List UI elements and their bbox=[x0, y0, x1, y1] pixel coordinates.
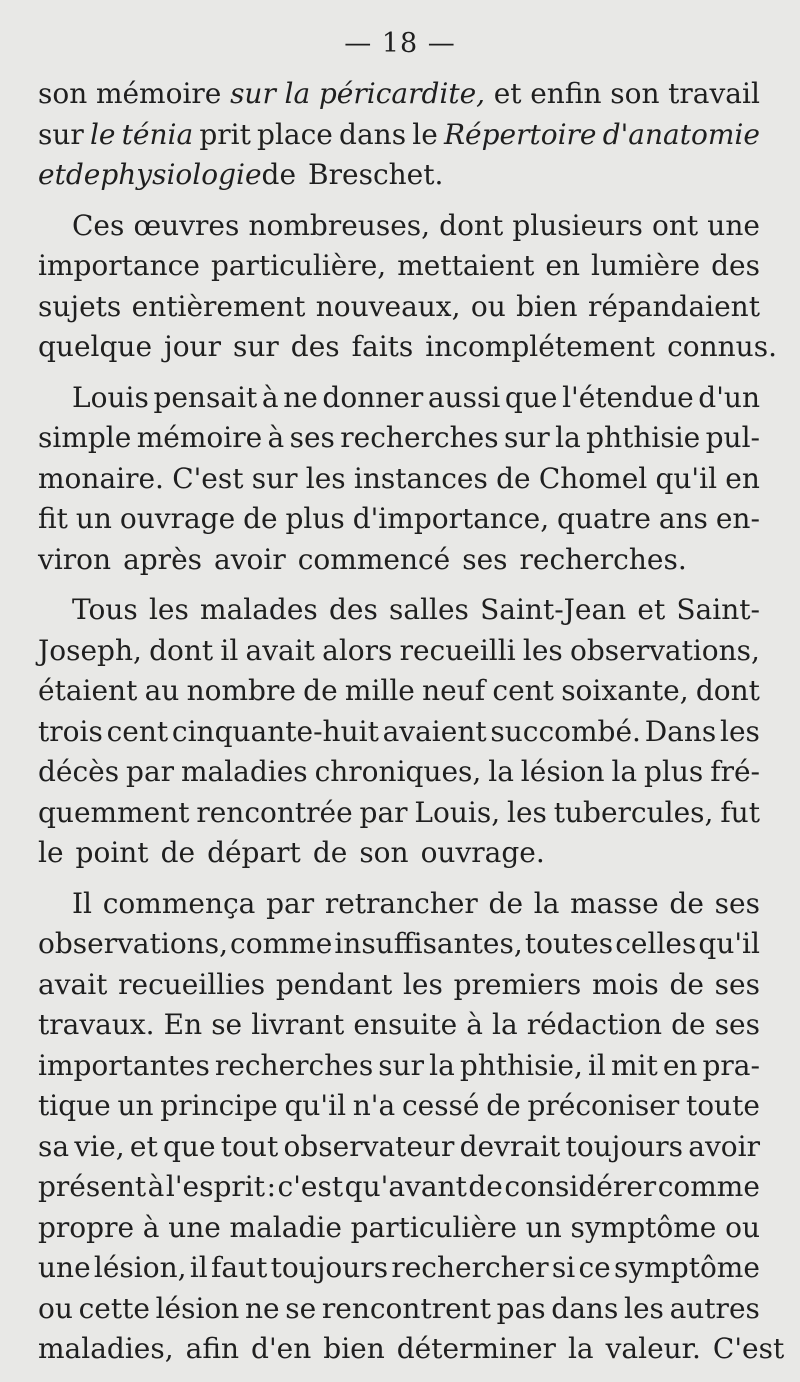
word: la bbox=[533, 886, 560, 920]
word: recherches. bbox=[519, 542, 687, 576]
word: qu'avant bbox=[344, 1170, 467, 1203]
word: à bbox=[147, 1170, 165, 1203]
word: vie, bbox=[74, 1129, 125, 1163]
text-line bbox=[38, 1167, 760, 1208]
word: tique bbox=[38, 1089, 111, 1122]
word: les bbox=[624, 1291, 664, 1325]
word: importance bbox=[38, 249, 200, 282]
word: pas bbox=[496, 1291, 546, 1325]
word: connus. bbox=[667, 330, 777, 363]
word: prit bbox=[199, 117, 251, 151]
word: de bbox=[669, 967, 704, 1001]
word: quemment bbox=[38, 795, 190, 829]
word: ne bbox=[283, 380, 318, 414]
word: valeur. bbox=[605, 1332, 701, 1365]
word: fré- bbox=[710, 755, 760, 788]
word: Dans bbox=[644, 714, 717, 748]
word: son bbox=[359, 836, 409, 869]
word: recherches bbox=[214, 1048, 374, 1082]
word: jour bbox=[164, 330, 221, 363]
word: maladie bbox=[229, 1210, 342, 1244]
word: mois bbox=[592, 967, 659, 1001]
word: fit bbox=[38, 502, 68, 535]
word: de bbox=[312, 836, 348, 869]
word: des bbox=[328, 593, 378, 626]
word: c'est bbox=[277, 1170, 344, 1203]
word: succombé. bbox=[490, 714, 641, 748]
word: il bbox=[587, 1048, 606, 1082]
word: avoir bbox=[214, 542, 286, 576]
word: ouvrage bbox=[119, 502, 236, 535]
word: Saint- bbox=[676, 593, 760, 626]
word: au bbox=[144, 674, 180, 707]
text-line bbox=[38, 459, 760, 500]
text-line bbox=[38, 752, 760, 793]
word: Louis, bbox=[414, 795, 501, 829]
word: nombreuses, bbox=[248, 208, 431, 242]
word: ou bbox=[470, 289, 506, 323]
word: rechercher bbox=[391, 1251, 549, 1284]
word: toute bbox=[685, 1089, 760, 1122]
word: cette bbox=[78, 1291, 150, 1325]
word: neuf bbox=[422, 674, 486, 707]
word: à bbox=[261, 380, 279, 414]
word: des bbox=[711, 249, 760, 282]
word: d'importance, bbox=[352, 502, 550, 535]
word: pul- bbox=[705, 421, 760, 454]
word: ne bbox=[244, 1291, 280, 1325]
word: dans bbox=[339, 117, 407, 151]
word: maladies bbox=[180, 755, 308, 788]
word: Répertoire bbox=[443, 117, 597, 151]
word: étaient bbox=[38, 674, 138, 707]
word: ses bbox=[462, 542, 508, 576]
word: observations, bbox=[38, 927, 228, 960]
word: dont bbox=[149, 633, 214, 667]
word: à bbox=[466, 1008, 483, 1041]
word: observateur bbox=[283, 1129, 455, 1163]
word: d'en bbox=[251, 1332, 312, 1365]
word: particulière bbox=[350, 1210, 517, 1244]
word: de bbox=[261, 158, 297, 191]
word: de bbox=[671, 1008, 706, 1041]
word: ou bbox=[725, 1210, 760, 1244]
word: par bbox=[359, 795, 408, 829]
word: ses bbox=[289, 421, 335, 454]
word: d'anatomie bbox=[602, 117, 760, 151]
page-number: — 18 — bbox=[344, 28, 456, 59]
word: l'esprit bbox=[165, 1170, 266, 1203]
word: dans bbox=[551, 1291, 619, 1325]
word: pendant bbox=[275, 967, 393, 1001]
word: le bbox=[412, 117, 438, 151]
word: la bbox=[611, 755, 638, 788]
word: alors bbox=[322, 633, 393, 667]
word: qu'il bbox=[698, 927, 760, 960]
word: plus bbox=[644, 755, 704, 788]
word: il bbox=[189, 1251, 208, 1284]
word: et bbox=[38, 158, 66, 191]
word: et bbox=[493, 77, 522, 110]
word: toutes bbox=[524, 927, 614, 960]
word: comme bbox=[657, 1170, 760, 1203]
text-line bbox=[38, 924, 760, 965]
word: avoir bbox=[688, 1129, 760, 1163]
text-line bbox=[38, 378, 760, 419]
word: que bbox=[162, 1129, 216, 1163]
word: Saint-Jean bbox=[480, 593, 627, 626]
word: ou bbox=[38, 1291, 73, 1325]
word: œuvres bbox=[133, 208, 240, 242]
word: péricardite, bbox=[318, 77, 486, 110]
word: en- bbox=[715, 502, 760, 535]
word: de bbox=[160, 836, 196, 869]
text-line bbox=[38, 540, 760, 581]
word: en bbox=[725, 461, 760, 495]
word: viron bbox=[38, 542, 112, 576]
word: ses bbox=[714, 886, 760, 920]
word: la bbox=[567, 1332, 594, 1365]
word: et bbox=[637, 593, 666, 626]
body-text bbox=[38, 74, 785, 1370]
text-line bbox=[38, 499, 760, 540]
word: propre bbox=[38, 1210, 135, 1244]
word: considérer bbox=[504, 1170, 657, 1203]
word: lumière bbox=[591, 249, 701, 282]
word: entièrement bbox=[131, 289, 306, 323]
word: préconiser bbox=[527, 1089, 680, 1122]
word: ce bbox=[578, 1251, 611, 1284]
word: symptôme bbox=[614, 1251, 760, 1284]
word: les bbox=[402, 967, 443, 1001]
word: incomplétement bbox=[425, 330, 656, 363]
word: dont bbox=[439, 208, 504, 242]
word: une bbox=[707, 208, 760, 242]
word: après bbox=[123, 542, 203, 576]
word: pra- bbox=[702, 1048, 760, 1082]
word: mettaient bbox=[397, 249, 535, 282]
word: un bbox=[75, 502, 112, 535]
text-line bbox=[38, 74, 760, 115]
word: afin bbox=[185, 1332, 240, 1365]
word: nouveaux, bbox=[315, 289, 461, 323]
word: autres bbox=[669, 1291, 760, 1325]
word: instances bbox=[353, 461, 488, 495]
word: la bbox=[284, 77, 311, 110]
word: ans bbox=[658, 502, 708, 535]
word: à bbox=[142, 1210, 160, 1244]
word: de bbox=[488, 886, 524, 920]
word: une bbox=[38, 1251, 91, 1284]
word: avaient bbox=[382, 714, 487, 748]
word: Louis bbox=[72, 380, 149, 414]
word: dont bbox=[695, 674, 760, 707]
word: point bbox=[75, 836, 149, 869]
word: son bbox=[38, 77, 88, 110]
word: symptôme bbox=[570, 1210, 717, 1244]
word: une bbox=[168, 1210, 221, 1244]
word: fut bbox=[720, 795, 760, 829]
word: qu'il bbox=[655, 461, 718, 495]
word: cent bbox=[106, 714, 169, 748]
word: il bbox=[220, 633, 239, 667]
word: et bbox=[129, 1129, 158, 1163]
word: particulière, bbox=[210, 249, 387, 282]
word: sur bbox=[251, 461, 298, 495]
text-line bbox=[38, 884, 760, 925]
word: soixante, bbox=[561, 674, 689, 707]
word: de bbox=[669, 886, 704, 920]
word: sur bbox=[232, 330, 279, 363]
word: mille bbox=[344, 674, 415, 707]
word: faits bbox=[351, 330, 414, 363]
word: lésion bbox=[155, 1291, 240, 1325]
word: mit bbox=[610, 1048, 658, 1082]
text-line bbox=[38, 1046, 760, 1087]
word: aussi bbox=[427, 380, 501, 414]
word: donner bbox=[322, 380, 424, 414]
word: mémoire bbox=[136, 421, 263, 454]
word: place bbox=[257, 117, 333, 151]
text-line bbox=[38, 965, 760, 1006]
word: plus bbox=[285, 502, 345, 535]
word: enfin bbox=[530, 77, 602, 110]
word: observations, bbox=[569, 633, 760, 667]
word: tubercules, bbox=[553, 795, 714, 829]
word: pensait bbox=[153, 380, 258, 414]
word: n'a bbox=[352, 1089, 396, 1122]
word: travail bbox=[668, 77, 760, 110]
word: de bbox=[486, 1089, 521, 1122]
word: décès bbox=[38, 755, 120, 788]
word: trois bbox=[38, 714, 103, 748]
word: faut bbox=[211, 1251, 268, 1284]
word: la bbox=[491, 1008, 518, 1041]
word: principe bbox=[160, 1089, 278, 1122]
word: maladies, bbox=[38, 1332, 174, 1365]
word: cent bbox=[492, 674, 554, 707]
word: bien bbox=[323, 1332, 385, 1365]
text-line bbox=[38, 206, 760, 247]
word: Joseph, bbox=[38, 633, 142, 667]
word: départ bbox=[207, 836, 301, 869]
word: ont bbox=[652, 208, 699, 242]
text-line bbox=[38, 287, 760, 328]
word: simple bbox=[38, 421, 132, 454]
word: se bbox=[211, 1008, 243, 1041]
word: Chomel bbox=[538, 461, 648, 495]
word: par bbox=[266, 886, 315, 920]
word: d'un bbox=[698, 380, 760, 414]
word: l'étendue bbox=[562, 380, 694, 414]
word: travaux. bbox=[38, 1008, 155, 1041]
text-line bbox=[38, 712, 760, 753]
word: Ces bbox=[72, 208, 125, 242]
word: phthisie, bbox=[459, 1048, 583, 1082]
word: un bbox=[525, 1210, 562, 1244]
word: cinquante-huit bbox=[171, 714, 379, 748]
word: sur bbox=[230, 77, 276, 110]
text-line bbox=[38, 1289, 760, 1330]
word: commença bbox=[102, 886, 256, 920]
word: de bbox=[303, 674, 338, 707]
word: ses bbox=[714, 967, 760, 1001]
word: devrait bbox=[459, 1129, 561, 1163]
word: la bbox=[429, 1048, 455, 1082]
word: commencé bbox=[297, 542, 451, 576]
word: toujours bbox=[565, 1129, 683, 1163]
word: avait bbox=[245, 633, 315, 667]
word: déterminer bbox=[396, 1332, 556, 1365]
word: le bbox=[38, 836, 64, 869]
word: insuffisantes, bbox=[334, 927, 523, 960]
word: chroniques, bbox=[314, 755, 482, 788]
word: plusieurs bbox=[512, 208, 643, 242]
text-line bbox=[38, 1086, 760, 1127]
text-line bbox=[38, 1127, 760, 1168]
word: des bbox=[290, 330, 340, 363]
word: recherches bbox=[340, 421, 499, 454]
word: Tous bbox=[72, 593, 138, 626]
word: retrancher bbox=[324, 886, 478, 920]
word: de bbox=[496, 461, 531, 495]
word: un bbox=[117, 1089, 154, 1122]
word: avait bbox=[38, 967, 108, 1001]
word: C'est bbox=[172, 461, 244, 495]
word: C'est bbox=[712, 1332, 785, 1365]
text-line bbox=[38, 833, 760, 874]
text-line bbox=[38, 631, 760, 672]
word: comme bbox=[230, 927, 333, 960]
text-line bbox=[38, 1248, 760, 1289]
word: nombre bbox=[186, 674, 296, 707]
word: recueillies bbox=[118, 967, 266, 1001]
word: monaire. bbox=[38, 461, 164, 495]
text-line bbox=[38, 1329, 785, 1370]
word: bien bbox=[516, 289, 578, 323]
word: la bbox=[555, 421, 581, 454]
word: Il bbox=[72, 886, 93, 920]
word: tout bbox=[220, 1129, 279, 1163]
word: lésion, bbox=[93, 1251, 187, 1284]
text-line bbox=[38, 327, 777, 368]
word: les bbox=[305, 461, 346, 495]
word: en bbox=[545, 249, 581, 282]
word: sur bbox=[38, 117, 84, 151]
word: premiers bbox=[453, 967, 582, 1001]
text-line bbox=[38, 671, 760, 712]
word: qu'il bbox=[284, 1089, 347, 1122]
word: les bbox=[148, 593, 189, 626]
word: les bbox=[522, 633, 563, 667]
word: physiologie bbox=[100, 158, 262, 191]
word: ensuite bbox=[353, 1008, 458, 1041]
word: de bbox=[468, 1170, 503, 1203]
word: : bbox=[266, 1170, 276, 1203]
word: quelque bbox=[38, 330, 153, 363]
word: la bbox=[488, 755, 514, 788]
text-line bbox=[38, 793, 760, 834]
word: par bbox=[126, 755, 175, 788]
word: se bbox=[285, 1291, 317, 1325]
word: de bbox=[243, 502, 278, 535]
word: sujets bbox=[38, 289, 122, 323]
word: en bbox=[662, 1048, 698, 1082]
word: salles bbox=[389, 593, 469, 626]
word: recueilli bbox=[399, 633, 516, 667]
word: celles bbox=[615, 927, 697, 960]
word: que bbox=[504, 380, 558, 414]
word: masse bbox=[570, 886, 659, 920]
word: ses bbox=[714, 1008, 760, 1041]
word: lésion bbox=[520, 755, 605, 788]
text-line bbox=[38, 1208, 760, 1249]
word: sur bbox=[503, 421, 550, 454]
word: rencontrée bbox=[196, 795, 353, 829]
word: les bbox=[507, 795, 547, 829]
word: En bbox=[163, 1008, 203, 1041]
word: ténia bbox=[121, 117, 194, 151]
word: de bbox=[65, 158, 101, 191]
word: livrant bbox=[251, 1008, 345, 1041]
word: Breschet. bbox=[308, 158, 444, 191]
text-line bbox=[38, 155, 760, 196]
text-line bbox=[38, 246, 760, 287]
word: malades bbox=[200, 593, 318, 626]
word: toujours bbox=[270, 1251, 389, 1284]
text-line bbox=[38, 418, 760, 459]
word: importantes bbox=[38, 1048, 210, 1082]
word: phthisie bbox=[586, 421, 701, 454]
word: quatre bbox=[557, 502, 651, 535]
word: les bbox=[720, 714, 760, 748]
text-line bbox=[38, 590, 760, 631]
word: cessé bbox=[401, 1089, 480, 1122]
text-line bbox=[38, 1005, 760, 1046]
text-line bbox=[38, 115, 760, 156]
word: répandaient bbox=[587, 289, 760, 323]
word: mémoire bbox=[95, 77, 222, 110]
word: présent bbox=[38, 1170, 147, 1203]
word: son bbox=[610, 77, 660, 110]
word: le bbox=[89, 117, 116, 151]
word: si bbox=[551, 1251, 576, 1284]
word: rédaction bbox=[526, 1008, 663, 1041]
word: ouvrage. bbox=[420, 836, 545, 869]
word: à bbox=[267, 421, 285, 454]
word: sa bbox=[38, 1129, 70, 1163]
word: rencontrent bbox=[321, 1291, 491, 1325]
word: sur bbox=[378, 1048, 425, 1082]
